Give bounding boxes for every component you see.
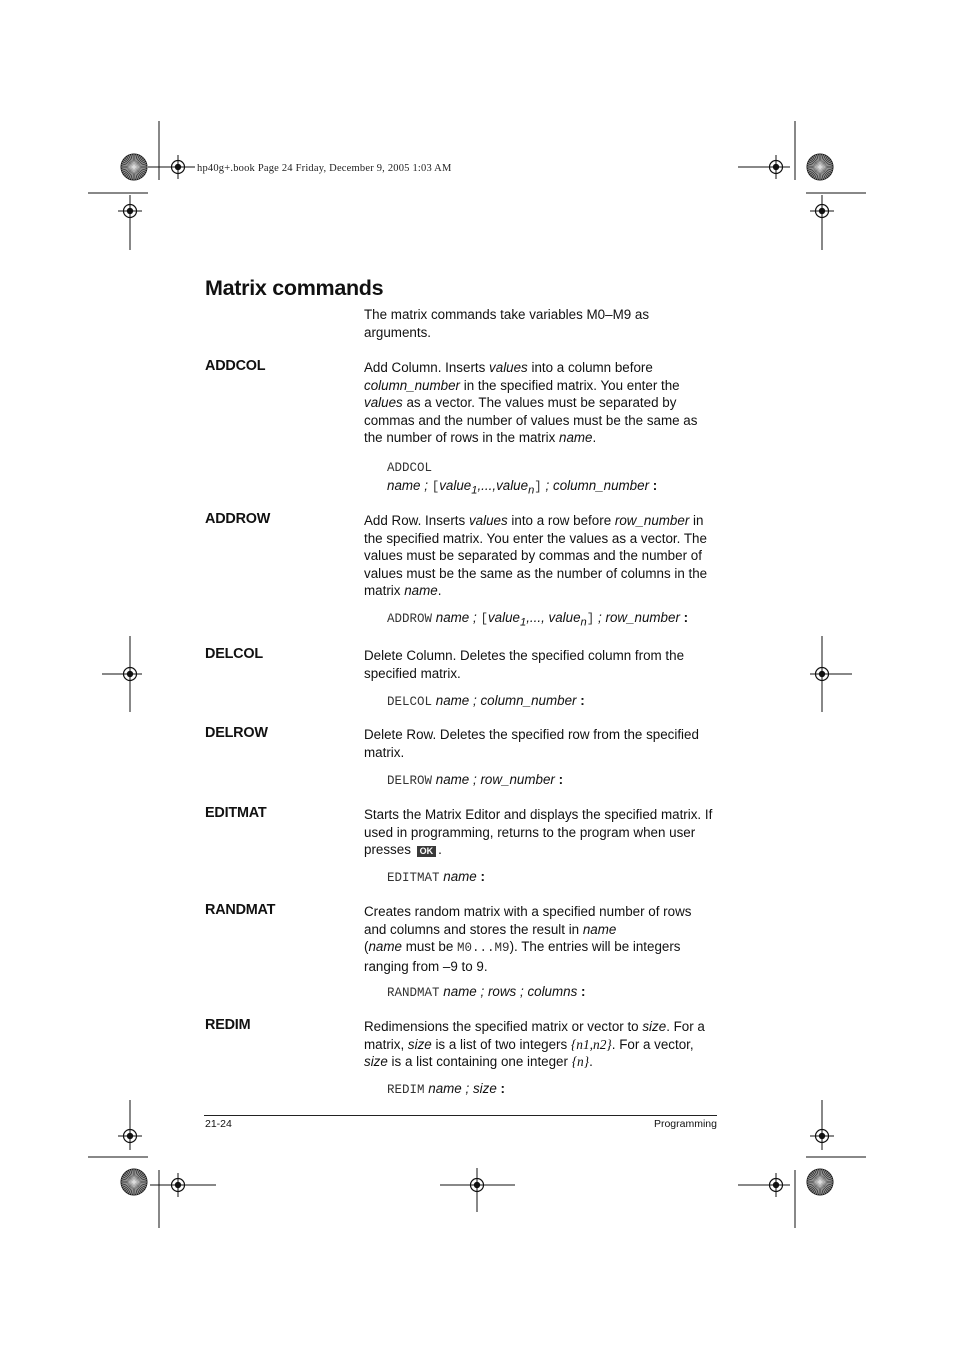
command-heading-addrow: ADDROW (205, 511, 271, 527)
ok-key-icon: OK (417, 846, 437, 857)
editmat-description: Starts the Matrix Editor and displays the specified matrix. If used in programming, returns to the program when user presses OK . (364, 807, 713, 857)
randmat-syntax: RANDMAT name ; rows ; columns : (387, 984, 586, 1000)
addcol-description: Add Column. Inserts values into a column before column_number in the specified matrix. You enter the values as a vector. The values must be separated by commas and the number of values must be the same as the number of rows in the matrix name. (364, 360, 698, 445)
redim-syntax: REDIM name ; size : (387, 1081, 505, 1097)
footer-section: Programming (653, 1118, 717, 1130)
delrow-description: Delete Row. Deletes the specified row from the specified matrix. (364, 727, 699, 760)
delcol-syntax: DELCOL name ; column_number : (387, 693, 585, 709)
randmat-description: Creates random matrix with a specified number of rows and columns and stores the result in name (name must be M0...M9). The entries will be integers ranging from –9 to 9. (364, 904, 692, 974)
command-heading-addcol: ADDCOL (205, 358, 266, 374)
command-heading-redim: REDIM (205, 1017, 251, 1033)
delrow-syntax: DELROW name ; row_number : (387, 772, 564, 788)
command-heading-editmat: EDITMAT (205, 805, 267, 821)
delcol-description: Delete Column. Deletes the specified column from the specified matrix. (364, 648, 685, 681)
page-title: Matrix commands (205, 276, 384, 300)
command-heading-delcol: DELCOL (205, 646, 263, 662)
page-number: 21-24 (205, 1118, 232, 1130)
addrow-syntax: ADDROW name ; [value$_1$,..., value$_n$] ; row_number : (387, 610, 689, 629)
footer-rule (204, 1115, 717, 1116)
print-slug: hp40g+.book Page 24 Friday, December 9, 2005 1:03 AM (197, 163, 452, 174)
addcol-syntax: ADDCOL name ; [value$_1$,...,value$_n$] ; column_number : (387, 461, 658, 497)
command-heading-randmat: RANDMAT (205, 902, 276, 918)
editmat-syntax: EDITMAT name : (387, 869, 485, 885)
command-heading-delrow: DELROW (205, 725, 268, 741)
intro-text: The matrix commands take variables M0–M9 as arguments. (364, 307, 650, 340)
addrow-description: Add Row. Inserts values into a row before row_number in the specified matrix. You enter the values as a vector. The values must be separated by commas and the number of values must be the same as the number of columns in the matrix name. (364, 513, 708, 598)
redim-description: Redimensions the specified matrix or vector to size. For a matrix, size is a list of two integers {n1,n2}. For a vector, size is a list containing one integer {n}. (364, 1019, 705, 1069)
